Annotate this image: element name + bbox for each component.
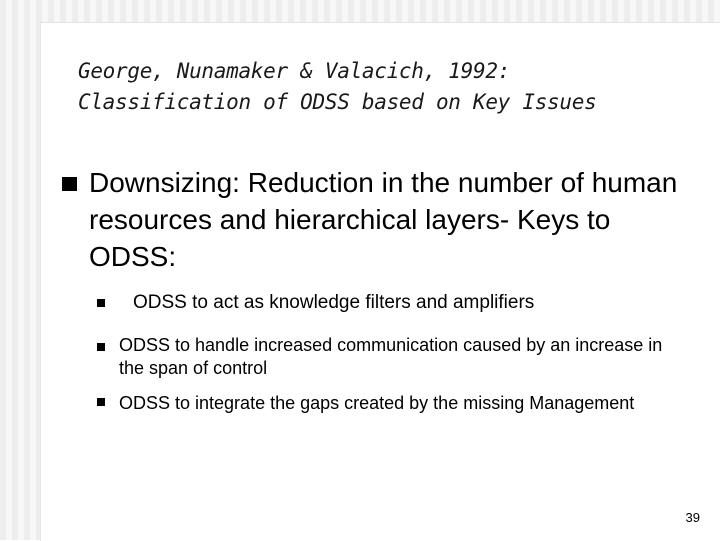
page-number: 39 [685, 510, 700, 525]
sub-bullet-text: ODSS to act as knowledge filters and amplifiers [133, 292, 535, 313]
slide-title-line-2: Classification of ODSS based on Key Issues [78, 90, 597, 114]
sub-bullet-text: ODSS to integrate the gaps created by the missing Management [119, 393, 635, 413]
sub-bullet-marker [97, 398, 105, 406]
slide-title-line-1: George, Nunamaker & Valacich, 1992: [78, 59, 511, 83]
sub-bullet-marker [97, 299, 105, 307]
sub-bullet-marker [97, 343, 105, 351]
slide-title [78, 56, 678, 118]
main-bullet-marker [62, 177, 77, 191]
sub-bullet-text: ODSS to handle increased communication caused by an increase in the span of control [119, 335, 663, 378]
main-bullet-text: Downsizing: Reduction in the number of human resources and hierarchical layers- Keys to ODSS: [89, 167, 678, 272]
